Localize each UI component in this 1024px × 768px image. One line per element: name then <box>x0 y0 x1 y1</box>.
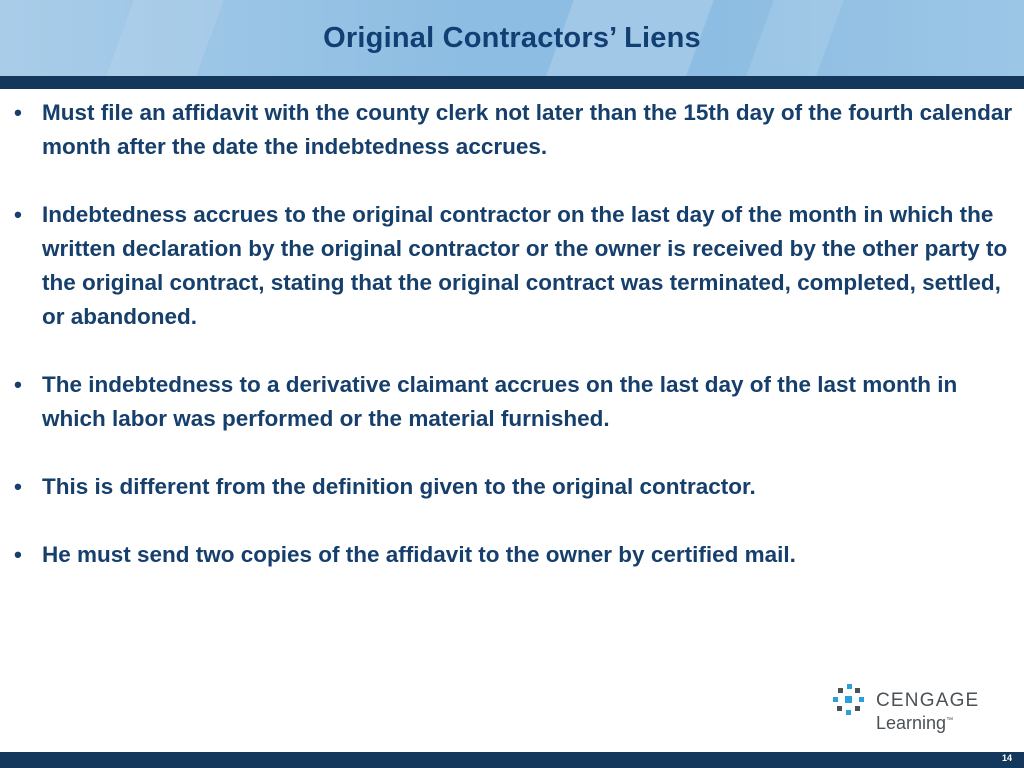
cengage-learning-logo <box>830 680 980 740</box>
bullet-list <box>14 96 1018 606</box>
title-band <box>0 0 1024 76</box>
bullet-item <box>14 96 1018 164</box>
logo-subtitle <box>876 713 953 734</box>
bullet-item <box>14 198 1018 334</box>
bullet-marker: • <box>14 202 22 227</box>
slide-title: Original Contractors’ Liens <box>323 22 701 54</box>
bullet-text: Must file an affidavit with the county clerk not later than the 15th day of the fourth calendar month after the date the indebtedness accrues. <box>42 100 1013 159</box>
bullet-marker: • <box>14 100 22 125</box>
logo-trademark: ™ <box>946 717 954 724</box>
bullet-marker: • <box>14 542 22 567</box>
bullet-marker: • <box>14 474 22 499</box>
bullet-item <box>14 470 1018 504</box>
logo-subtitle-text: Learning <box>876 713 947 733</box>
page-number: 14 <box>1001 753 1012 763</box>
bullet-text: The indebtedness to a derivative claimant accrues on the last day of the last month in which labor was performed or the material furnished. <box>42 372 958 431</box>
bullet-text: Indebtedness accrues to the original contractor on the last day of the month in which the written declaration by the original contractor or the owner is received by the other party to the original contract, stating that the original contract was terminated, completed, settled, or abandoned. <box>42 202 1008 329</box>
bullet-text: He must send two copies of the affidavit to the owner by certified mail. <box>42 542 796 567</box>
bullet-marker: • <box>14 372 22 397</box>
bullet-item <box>14 368 1018 436</box>
logo-wordmark: CENGAGE <box>876 690 980 711</box>
bullet-item <box>14 538 1018 572</box>
cengage-pinwheel-icon <box>830 682 868 720</box>
footer-bar <box>0 752 1024 768</box>
title-divider <box>0 76 1024 89</box>
bullet-text: This is different from the definition given to the original contractor. <box>42 474 756 499</box>
